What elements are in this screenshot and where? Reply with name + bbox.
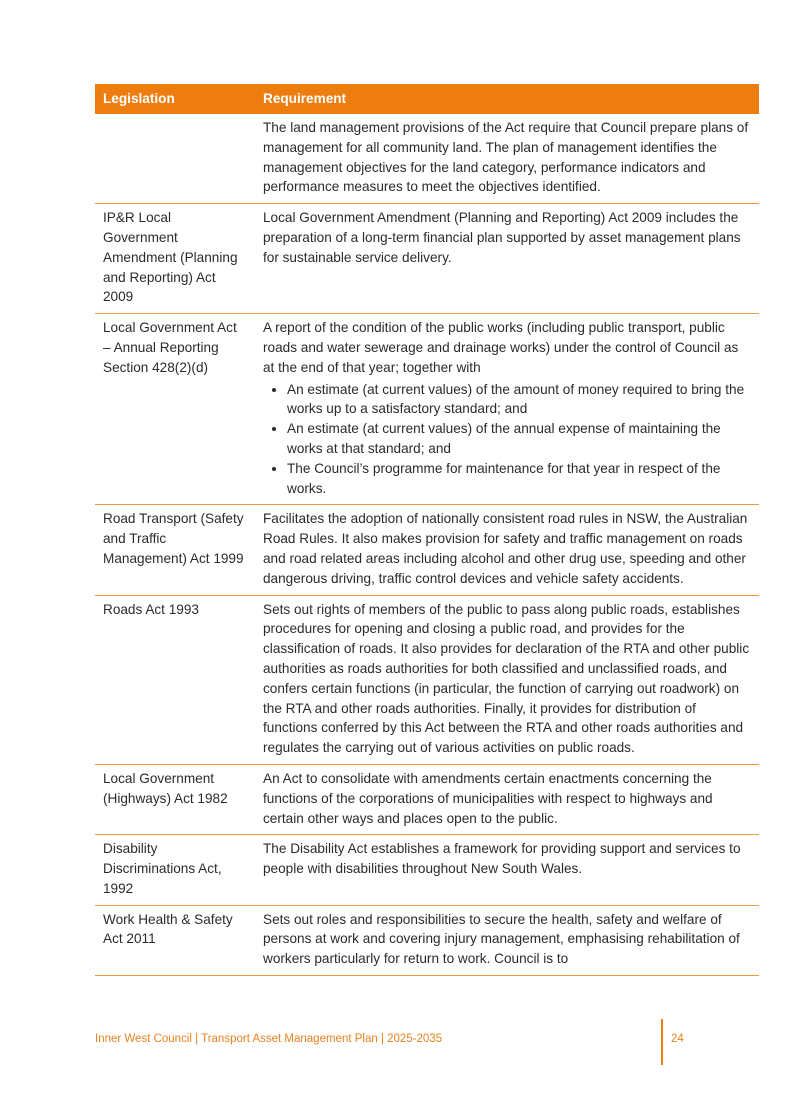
legislation-cell: Roads Act 1993 [95, 595, 253, 764]
legislation-cell: Local Government Act – Annual Reporting Section 428(2)(d) [95, 314, 253, 505]
legislation-table [95, 84, 759, 976]
requirement-bullet-list [263, 380, 753, 499]
legislation-cell: Local Government (Highways) Act 1982 [95, 764, 253, 834]
legislation-cell: Work Health & Safety Act 2011 [95, 905, 253, 975]
requirement-cell [253, 764, 759, 834]
requirement-text: A report of the condition of the public works (including public transport, public roads and water sewerage and drainage works) under the control of Council as at the end of that year; together with [263, 320, 739, 375]
requirement-cell [253, 905, 759, 975]
requirement-cell [253, 505, 759, 595]
table-row [95, 764, 759, 834]
page-number: 24 [671, 1033, 684, 1045]
requirement-cell [253, 835, 759, 905]
legislation-cell: Road Transport (Safety and Traffic Management) Act 1999 [95, 505, 253, 595]
header-requirement: Requirement [253, 84, 759, 114]
table-row [95, 314, 759, 505]
header-legislation: Legislation [95, 84, 253, 114]
table-row [95, 835, 759, 905]
requirement-text: Sets out rights of members of the public to pass along public roads, establishes procedures for opening and closing a public road, and provides for the classification of roads. It also provides for declaration of the RTA and other public authorities as roads authorities for both classified and unclassified roads, and confers certain functions (in particular, the function of carrying out roadwork) on the RTA and other roads authorities. Finally, it provides for distribution of functions conferred by this Act between the RTA and other roads authorities and regulates the carrying out of various activities on public roads. [263, 601, 750, 756]
table-header-row [95, 84, 759, 114]
table-row [95, 204, 759, 314]
table-row [95, 905, 759, 975]
table-body [95, 114, 759, 976]
table-row [95, 595, 759, 764]
footer-title: Inner West Council | Transport Asset Management Plan | 2025-2035 [95, 1033, 443, 1045]
requirement-text: Sets out roles and responsibilities to secure the health, safety and welfare of persons at work and covering injury management, emphasising rehabilitation of workers particularly for return to work. Council is to [263, 911, 740, 967]
requirement-cell [253, 114, 759, 204]
legislation-cell: IP&R Local Government Amendment (Planning and Reporting) Act 2009 [95, 204, 253, 314]
requirement-text: Local Government Amendment (Planning and Reporting) Act 2009 includes the preparation of a long-term financial plan supported by asset management plans for sustainable service delivery. [263, 210, 741, 265]
requirement-cell [253, 204, 759, 314]
requirement-bullet: • The Council’s programme for maintenance for that year in respect of the works. [287, 459, 753, 499]
legislation-cell [95, 114, 253, 204]
requirement-cell [253, 595, 759, 764]
requirement-text: An Act to consolidate with amendments certain enactments concerning the functions of the corporations of municipalities with respect to highways and certain other ways and places open to the public. [263, 770, 713, 826]
requirement-text: The land management provisions of the Act require that Council prepare plans of management for all community land. The plan of management identifies the management objectives for the land category, performance indicators and performance measures to meet the objectives identified. [263, 120, 749, 195]
requirement-bullet: • An estimate (at current values) of the amount of money required to bring the works up to a satisfactory standard; and [287, 380, 753, 420]
requirement-text: The Disability Act establishes a framework for providing support and services to people with disabilities throughout New South Wales. [263, 841, 741, 877]
requirement-text: Facilitates the adoption of nationally consistent road rules in NSW, the Australian Road Rules. It also makes provision for safety and traffic management on roads and road related areas including alcohol and other drug use, speeding and other dangerous driving, traffic control devices and vehicle safety accidents. [263, 511, 748, 586]
legislation-cell: Disability Discriminations Act, 1992 [95, 835, 253, 905]
requirement-cell [253, 314, 759, 505]
table-row [95, 505, 759, 595]
footer-divider [661, 1019, 663, 1065]
table-row [95, 114, 759, 204]
requirement-bullet: • An estimate (at current values) of the annual expense of maintaining the works at that standard; and [287, 419, 753, 459]
